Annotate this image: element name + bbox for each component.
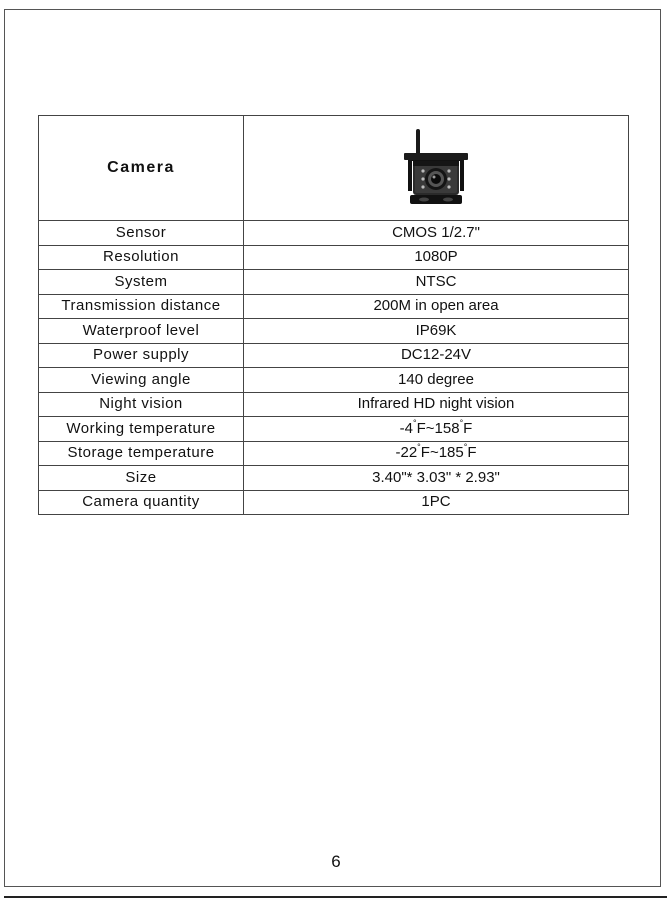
spec-value: 1PC [244, 490, 629, 515]
table-row [39, 221, 629, 246]
spec-label: Resolution [39, 245, 244, 270]
degree-sign: ° [463, 442, 468, 453]
spec-label: System [39, 270, 244, 295]
spec-value: CMOS 1/2.7" [244, 221, 629, 246]
spec-value: Infrared HD night vision [244, 392, 629, 417]
spec-value: 1080P [244, 245, 629, 270]
spec-value: DC12-24V [244, 343, 629, 368]
header-label-cell [39, 116, 244, 221]
table-row [39, 270, 629, 295]
spec-label: Camera quantity [39, 490, 244, 515]
temp-high: F~185 [420, 444, 464, 462]
spec-label: Viewing angle [39, 368, 244, 393]
table-row [39, 392, 629, 417]
table-row [39, 368, 629, 393]
spec-label: Sensor [39, 221, 244, 246]
spec-value: 140 degree [244, 368, 629, 393]
spec-table [38, 115, 629, 515]
spec-value: 3.40"* 3.03" * 2.93" [244, 466, 629, 491]
table-row [39, 441, 629, 466]
spec-label: Transmission distance [39, 294, 244, 319]
camera-product-icon [404, 129, 468, 207]
spec-value: NTSC [244, 270, 629, 295]
temp-low: -22 [395, 444, 418, 462]
table-header-row [39, 116, 629, 221]
spec-label: Power supply [39, 343, 244, 368]
bottom-rule [4, 896, 667, 898]
page-number: 6 [331, 852, 341, 871]
table-row [39, 294, 629, 319]
spec-label: Storage temperature [39, 441, 244, 466]
table-row [39, 490, 629, 515]
spec-value [244, 417, 629, 442]
camera-title: Camera [107, 159, 175, 176]
degree-sign: ° [417, 442, 421, 453]
spec-label: Waterproof level [39, 319, 244, 344]
header-image-cell [244, 116, 629, 221]
table-row [39, 245, 629, 270]
table-row [39, 343, 629, 368]
degree-sign: ° [459, 417, 464, 428]
temp-low: -4 [399, 419, 413, 437]
table-row [39, 466, 629, 491]
spec-value: 200M in open area [244, 294, 629, 319]
table-row [39, 319, 629, 344]
temp-unit: F [467, 444, 477, 462]
spec-value: IP69K [244, 319, 629, 344]
spec-label: Night vision [39, 392, 244, 417]
temp-unit: F [463, 419, 473, 437]
table-row [39, 417, 629, 442]
spec-label: Working temperature [39, 417, 244, 442]
spec-value [244, 441, 629, 466]
temp-high: F~158 [416, 419, 460, 437]
spec-label: Size [39, 466, 244, 491]
degree-sign: ° [413, 417, 417, 428]
